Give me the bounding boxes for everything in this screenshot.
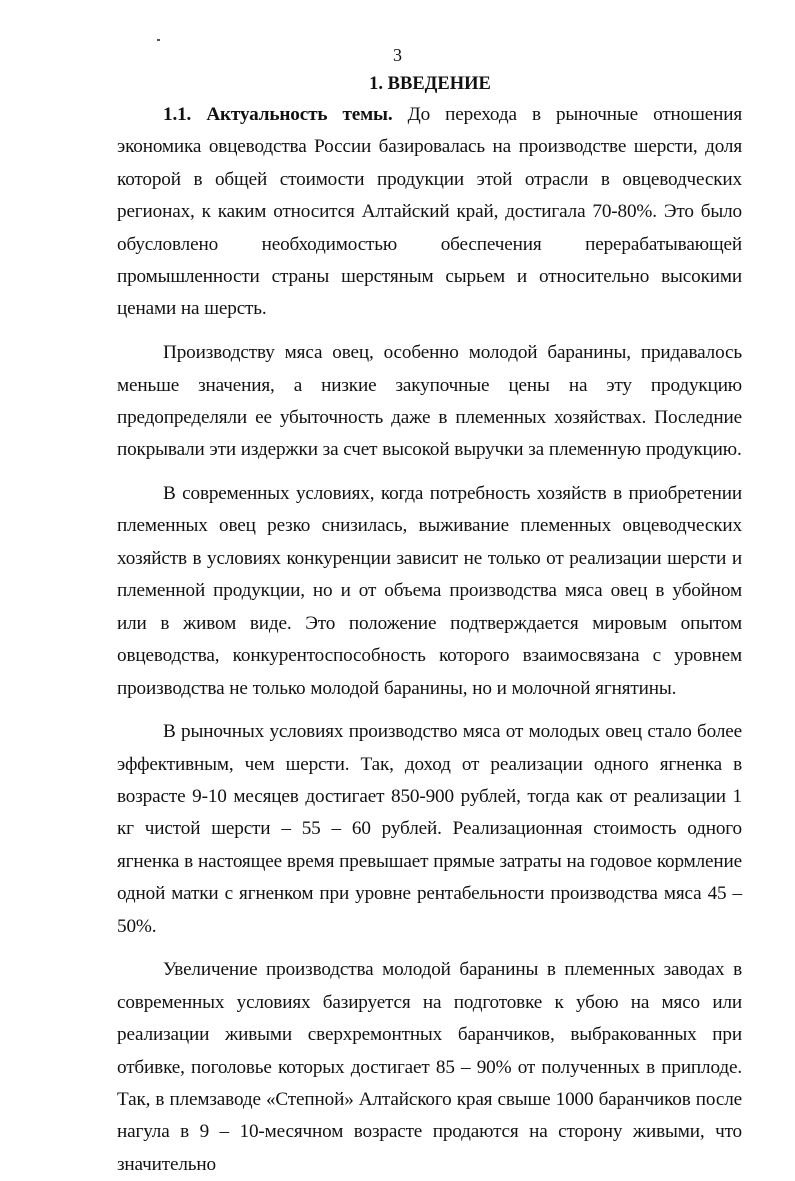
chapter-heading: 1. ВВЕДЕНИЕ: [369, 74, 491, 94]
paragraph: В рыночных условиях производство мяса от молодых овец стало более эффективным, чем шерсти. Так, доход от реализации одного ягненка в возрасте 9-10 месяцев достигает 850-900 рублей, тогда как от реализации 1 кг чистой шерсти – 55 – 60 рублей. Реализационная стоимость одного ягненка в настоящее время превышает прямые затраты на годовое кормление одной матки с ягненком при уровне рентабельности производства мяса 45 – 50%.: [117, 721, 742, 937]
body-text: [117, 99, 742, 1181]
section-label: 1.1. Актуальность темы.: [163, 104, 393, 125]
scan-speck: [157, 39, 160, 41]
paragraph: Производству мяса овец, особенно молодой баранины, придавалось меньше значения, а низкие закупочные цены на эту продукцию предопределяли ее убыточность даже в племенных хозяйствах. Последние покрывали эти издержки за счет высокой выручки за племенную продукцию.: [117, 342, 742, 461]
paragraph-relevance: [117, 99, 742, 326]
page-number: 3: [393, 45, 402, 65]
paragraph: В современных условиях, когда потребность хозяйств в приобретении племенных овец резко снизилась, выживание племенных овцеводческих хозяйств в условиях конкуренции зависит не только от реализации шерсти и племенной продукции, но и от объема производства мяса овец в убойном или в живом виде. Это положение подтверждается мировым опытом овцеводства, конкурентоспособность которого взаимосвязана с уровнем производства не только молодой баранины, но и молочной ягнятины.: [117, 483, 742, 699]
paragraph: Увеличение производства молодой баранины в племенных заводах в современных условиях базируется на подготовке к убою на мясо или реализации живыми сверхремонтных баранчиков, выбракованных при отбивке, поголовье которых достигает 85 – 90% от полученных в приплоде. Так, в племзаводе «Степной» Алтайского края свыше 1000 баранчиков после нагула в 9 – 10-месячном возрасте продаются на сторону живыми, что значительно: [117, 959, 742, 1175]
paragraph-text: До перехода в рыночные отношения экономика овцеводства России базировалась на производстве шерсти, доля которой в общей стоимости продукции этой отрасли в овцеводческих регионах, к каким относится Алтайский край, достигала 70-80%. Это было обусловлено необходимостью обеспечения перерабатывающей промышленности страны шерстяным сырьем и относительно высокими ценами на шерсть.: [117, 104, 742, 320]
